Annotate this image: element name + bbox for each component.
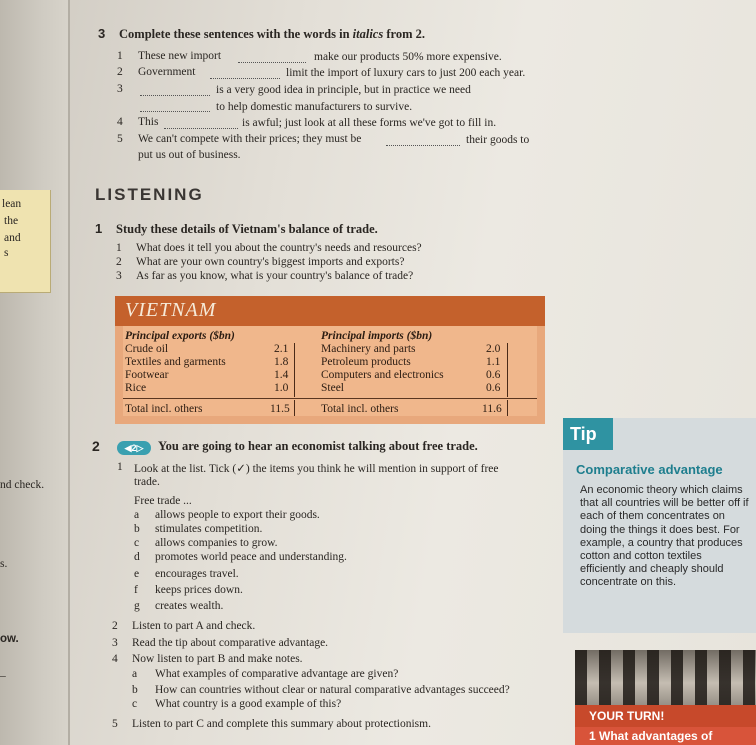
column-divider (507, 343, 508, 397)
left-fragment: s. (0, 558, 8, 570)
option-letter: d (134, 551, 140, 563)
sentence-start: Government (138, 66, 196, 78)
answer-blank[interactable] (140, 83, 210, 96)
total-separator (123, 398, 537, 399)
step-text: Listen to part A and check. (132, 620, 256, 632)
export-value: 1.8 (274, 356, 289, 368)
sentence-end: make our products 50% more expensive. (314, 51, 502, 63)
item-number: 5 (112, 718, 118, 730)
sentence-start: We can't compete with their prices; they must be (138, 133, 362, 145)
item-number: 1 (117, 461, 123, 473)
question-item: What are your own country's biggest imports and exports? (136, 256, 405, 268)
audio-badge: ◀2▷ (117, 441, 151, 455)
answer-blank[interactable] (386, 133, 460, 146)
sentence-continuation: put us out of business. (138, 149, 241, 161)
total-exports-value: 11.5 (270, 403, 290, 415)
step-text: Read the tip about comparative advantage. (132, 637, 329, 649)
option-text[interactable]: stimulates competition. (155, 523, 263, 535)
option-letter: f (134, 584, 138, 596)
sentence-end: their goods to (466, 134, 530, 146)
option-letter: c (134, 537, 140, 549)
question-number: 2 (92, 438, 100, 454)
option-text[interactable]: allows people to export their goods. (155, 509, 320, 521)
answer-blank[interactable] (238, 50, 306, 63)
answer-blank[interactable] (164, 116, 238, 129)
exercise-instruction: Complete these sentences with the words in italics from 2. (119, 27, 425, 41)
import-name: Machinery and parts (321, 343, 416, 355)
sentence-end: is a very good idea in principle, but in practice we need (216, 84, 471, 96)
tip-body: An economic theory which claims that all countries will be better off if each of them concentrates on doing the things it does best. For example, a country that produces cotton and cotton textiles efficiently and cheaply should concentrate on this. (580, 484, 749, 589)
option-text[interactable]: keeps prices down. (155, 584, 243, 596)
sentence-start: These new import (138, 50, 222, 62)
item-number: 2 (112, 620, 118, 632)
total-imports-value: 11.6 (482, 403, 502, 415)
question-instruction: You are going to hear an economist talking about free trade. (158, 439, 478, 453)
column-divider (507, 400, 508, 416)
chess-photo-shade (575, 650, 756, 705)
import-name: Petroleum products (321, 356, 411, 368)
import-value: 0.6 (486, 382, 501, 394)
left-fragment: and (4, 232, 21, 244)
option-text[interactable]: promotes world peace and understanding. (155, 551, 347, 563)
question-item: What does it tell you about the country's needs and resources? (136, 242, 422, 254)
export-value: 1.0 (274, 382, 289, 394)
column-divider (294, 400, 295, 416)
column-divider (294, 343, 295, 397)
your-turn-heading: YOUR TURN! (575, 705, 756, 727)
option-letter: c (132, 698, 138, 710)
table-title: VIETNAM (125, 299, 217, 321)
option-letter: b (134, 523, 140, 535)
total-exports-label: Total incl. others (125, 403, 203, 415)
sentence-end: limit the import of luxury cars to just 200 each year. (286, 67, 526, 79)
export-name: Rice (125, 382, 147, 394)
total-imports-label: Total incl. others (321, 403, 399, 415)
item-number: 1 (117, 50, 123, 62)
tip-heading: Comparative advantage (576, 462, 723, 477)
option-text[interactable]: allows companies to grow. (155, 537, 278, 549)
left-fragment: ow. (0, 633, 19, 645)
table-title-bar (115, 296, 545, 326)
sentence-start: This (138, 116, 159, 128)
question-item: As far as you know, what is your country's balance of trade? (136, 270, 414, 282)
item-number: 2 (117, 66, 123, 78)
sub-question: What examples of comparative advantage are given? (155, 668, 399, 680)
left-fragment: s (4, 247, 9, 259)
export-value: 2.1 (274, 343, 289, 355)
import-name: Computers and electronics (321, 369, 444, 381)
option-letter: a (134, 509, 140, 521)
audio-track-icon[interactable] (117, 439, 151, 457)
import-value: 2.0 (486, 343, 501, 355)
step-text: Look at the list. Tick (✓) the items you think he will mention in support of free (134, 463, 499, 475)
step-text: Now listen to part B and make notes. (132, 653, 303, 665)
option-letter: e (134, 568, 140, 580)
item-number: 3 (116, 270, 122, 282)
left-fragment: nd check. (0, 479, 45, 491)
list-lead: Free trade ... (134, 495, 192, 507)
option-letter: g (134, 600, 140, 612)
step-text: Listen to part C and complete this summary about protectionism. (132, 718, 431, 730)
imports-header: Principal imports ($bn) (321, 330, 433, 342)
sentence-end: is awful; just look at all these forms we've got to fill in. (242, 117, 497, 129)
your-turn-item: 1 What advantages of (575, 727, 756, 745)
option-letter: a (132, 668, 138, 680)
import-value: 1.1 (486, 356, 501, 368)
sub-question: What country is a good example of this? (155, 698, 342, 710)
question-number: 1 (95, 221, 103, 236)
export-name: Footwear (125, 369, 169, 381)
sub-question: How can countries without clear or natural comparative advantages succeed? (155, 684, 510, 696)
tip-tab: Tip (563, 418, 613, 450)
left-fragment: lean (2, 198, 22, 210)
export-name: Crude oil (125, 343, 169, 355)
item-number: 2 (116, 256, 122, 268)
item-number: 4 (117, 116, 123, 128)
item-number: 3 (117, 83, 123, 95)
option-text[interactable]: creates wealth. (155, 600, 224, 612)
option-text[interactable]: encourages travel. (155, 568, 239, 580)
item-number: 3 (112, 637, 118, 649)
exports-header: Principal exports ($bn) (125, 330, 235, 342)
step-text: trade. (134, 476, 160, 488)
left-fragment: the (4, 215, 19, 227)
section-heading: LISTENING (95, 185, 204, 204)
import-value: 0.6 (486, 369, 501, 381)
export-name: Textiles and garments (125, 356, 226, 368)
page-fold (68, 0, 70, 745)
answer-blank[interactable] (140, 99, 210, 112)
item-number: 5 (117, 133, 123, 145)
vietnam-trade-table (115, 296, 545, 424)
import-name: Steel (321, 382, 344, 394)
left-fragment: – (0, 670, 6, 682)
exercise-number: 3 (98, 26, 106, 41)
export-value: 1.4 (274, 369, 289, 381)
item-number: 1 (116, 242, 122, 254)
answer-blank[interactable] (210, 66, 280, 79)
option-letter: b (132, 684, 138, 696)
item-number: 4 (112, 653, 118, 665)
sentence-end: to help domestic manufacturers to survive. (216, 101, 413, 113)
question-instruction: Study these details of Vietnam's balance of trade. (116, 222, 378, 236)
